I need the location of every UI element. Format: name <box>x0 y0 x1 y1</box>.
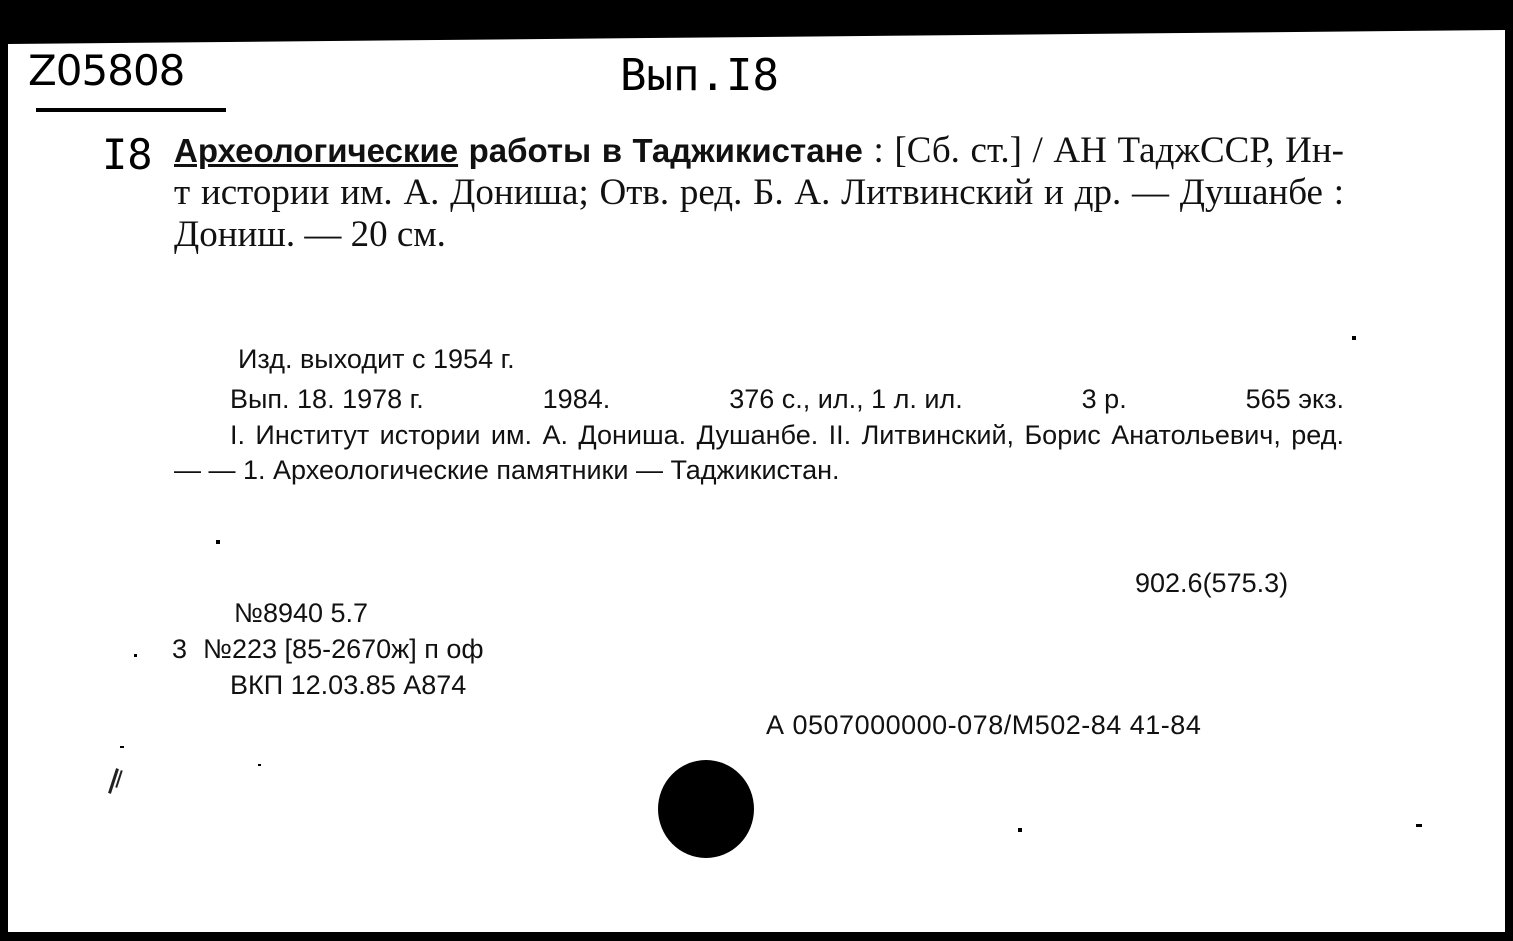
speck <box>1416 824 1422 827</box>
order-line-3: ВКП 12.03.85 А874 <box>230 670 467 700</box>
order-line-2-prefix: 3 <box>172 634 188 664</box>
order-line-2 <box>172 636 484 663</box>
publisher-code: А 0507000000-078/М502-84 41-84 <box>766 710 1202 740</box>
issue-number: I8 <box>102 130 153 179</box>
title <box>174 132 863 169</box>
order-line-1: №8940 5.7 <box>234 598 369 628</box>
speck <box>120 746 124 748</box>
pages: 376 с., ил., 1 л. ил. <box>729 384 963 414</box>
speck <box>1018 828 1022 832</box>
catalog-card <box>8 30 1505 932</box>
speck <box>134 654 137 657</box>
issue-year: Вып. 18. 1978 г. <box>230 384 424 414</box>
udc-code: 902.6(575.3) <box>1135 568 1289 598</box>
tracings: I. Институт истории им. А. Дониша. Душанбе. II. Литвинский, Борис Анатольевич, ред. — — 1. Археологические памятники — Таджикистан. <box>174 420 1344 485</box>
scan-border <box>1505 0 1513 941</box>
punch-hole <box>658 760 754 858</box>
published-since: Изд. выходит с 1954 г. <box>238 344 515 374</box>
publication-year: 1984. <box>542 384 611 414</box>
speck <box>216 540 220 544</box>
speck <box>258 764 261 766</box>
price: 3 р. <box>1081 384 1127 414</box>
description-text: : [Сб. ст.] / АН ТаджССР, Ин-т истории им. А. Дониша; Отв. ред. Б. А. Литвинский и др. — Душанбе : Дониш. — 20 см. <box>174 130 1344 255</box>
speck <box>1352 336 1356 340</box>
inventory-underline <box>36 108 226 112</box>
title-first-word: Археологические <box>174 132 459 169</box>
bibliographic-description <box>174 130 1344 256</box>
issue-details <box>230 382 1344 416</box>
card-corner-shadow <box>8 30 1505 44</box>
issue-header: Вып.I8 <box>620 50 779 101</box>
order-line-2-text: №223 [85-2670ж] п оф <box>203 634 484 664</box>
title-rest: работы в Таджикистане <box>458 132 863 169</box>
inventory-number: Z05808 <box>28 46 185 95</box>
print-run: 565 экз. <box>1245 384 1344 414</box>
